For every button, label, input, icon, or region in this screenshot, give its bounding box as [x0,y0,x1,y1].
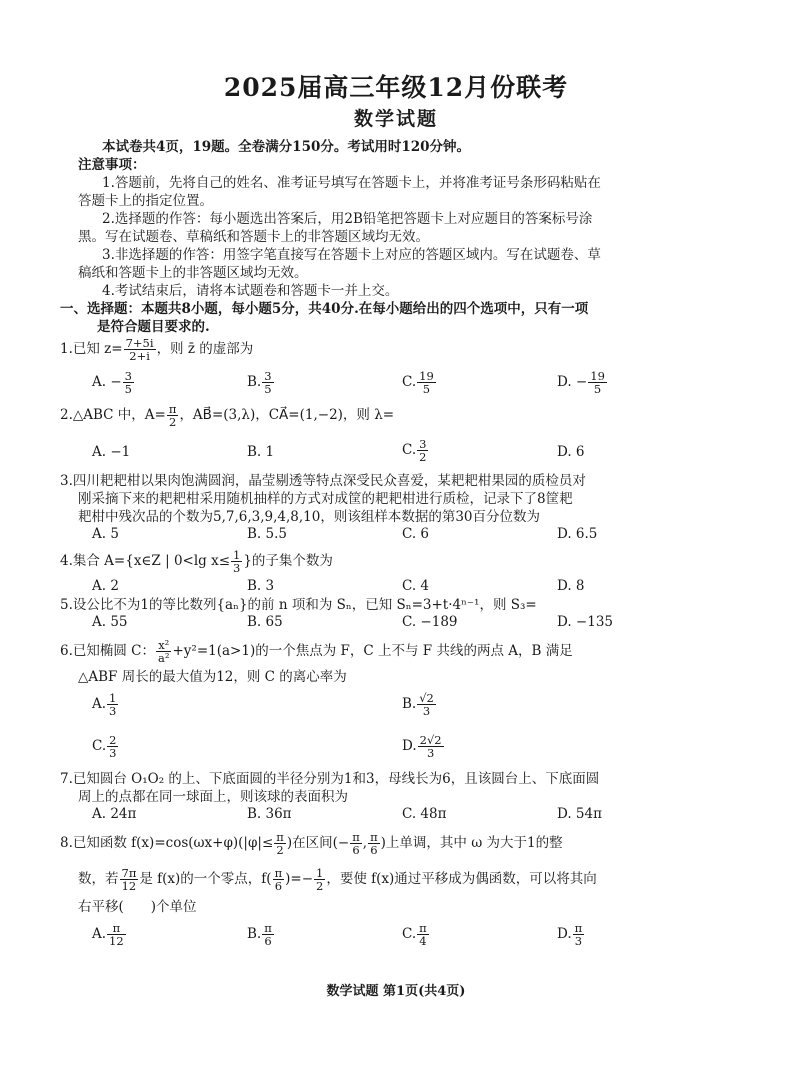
question-3-line: 耙柑中残次品的个数为5,7,6,3,9,4,8,10，则该组样本数据的第30百分位数为 [78,509,541,525]
section-heading: 一、选择题：本题共8小题，每小题5分，共40分.在每小题给出的四个选项中，只有一项 [60,301,589,317]
option-c: C. $\frac{19}{5}$ [402,369,434,396]
option-d: D. −135 [557,614,614,630]
question-7-options [92,806,732,830]
question-5: 5.设公比不为1的等比数列{aₙ}的前 n 项和为 Sₙ，已知 Sₙ=3+t·4ⁿ⁻¹，则 S₃= [60,597,537,613]
option-d: D. $\frac{\pi}{3}$ [557,921,583,948]
option-a: A. 2 [92,578,119,594]
option-d: D. 8 [557,578,585,594]
option-c: C. $\frac{3}{2}$ [402,437,427,464]
option-d: D. 54π [557,806,602,822]
note-line: 2.选择题的作答：每小题选出答案后，用2B铅笔把答题卡上对应题目的答案标号涂 [102,211,593,227]
option-c: C. 48π [402,806,447,822]
fraction: $\frac{1}{3}$ [233,548,241,575]
question-8-line3: 右平移( )个单位 [78,899,197,915]
question-7-line: 周上的点都在同一球面上，则该球的表面积为 [78,789,348,805]
option-d: D. 6 [557,444,585,460]
question-8-line2: 数，若 $\frac{7\pi}{12}$ 是 f(x)的一个零点，f( $\frac{\pi}{6}$ )=− $\frac{1}{2}$ ，要使 f(x)通过平移成为偶函数，可以将其向 [78,866,597,893]
option-b: B. $\frac{3}{5}$ [247,369,272,396]
option-b: B. 1 [247,444,275,460]
fraction: $\frac{\text{x²}}{\text{a²}}$ [158,638,170,665]
exam-summary: 本试卷共4页，19题。全卷满分150分。考试用时120分钟。 [102,139,471,155]
notice-heading: 注意事项： [78,157,146,173]
option-b: B. 65 [247,614,283,630]
option-b: B. 36π [247,806,292,822]
option-c: C. 6 [402,526,430,542]
question-3-line: 3.四川耙耙柑以果肉饱满圆润，晶莹剔透等特点深受民众喜爱，某耙耙柑果园的质检员对 [60,473,586,489]
question-2-options [92,438,732,462]
option-c: C. $\frac{2}{3}$ [92,733,117,760]
note-line: 稿纸和答题卡上的非答题区域均无效。 [78,265,308,281]
option-a: A. $\frac{\pi}{12}$ [92,921,124,948]
option-d: D. 6.5 [557,526,598,542]
option-a: A. 24π [92,806,137,822]
note-line: 黑。写在试题卷、草稿纸和答题卡上的非答题区域均无效。 [78,229,429,245]
option-c: C. −189 [402,614,458,630]
option-c: C. $\frac{\pi}{4}$ [402,921,427,948]
question-2: 2.△ABC 中，A= $\frac{\pi}{2}$ ，AB⃗=(3,λ)，CA⃗=(1,−2)，则 λ= [60,402,395,429]
page-footer: 数学试题 第1页(共4页) [326,984,466,999]
section-heading-cont: 是符合题目要求的. [97,319,210,335]
note-line: 答题卡上的指定位置。 [78,193,213,209]
note-line: 4.考试结束后，请将本试题卷和答题卡一并上交。 [102,283,399,299]
question-8-line1: 8.已知函数 f(x)=cos(ωx+φ)(|φ|≤ $\frac{\pi}{2}$ )在区间(− $\frac{\pi}{6}$ , $\frac{\pi}{6}$ )上单调，其中 ω 为大于1的整 [60,830,563,857]
question-1-options [92,370,732,394]
option-a: A. 5 [92,526,119,542]
option-b: B. 3 [247,578,275,594]
question-4: 4.集合 A={x∈Z | 0<lg x≤ $\frac{1}{3}$ }的子集个数为 [60,548,333,575]
note-line: 1.答题前，先将自己的姓名、准考证号填写在答题卡上，并将准考证号条形码粘贴在 [102,175,601,191]
option-a: A. − $\frac{3}{5}$ [92,369,132,396]
exam-title: 2025届高三年级12月份联考 [223,73,569,102]
question-1: 1.已知 z= $\frac{7+5i}{2+i}$ ，则 z̄ 的虚部为 [60,336,254,363]
option-b: B. 5.5 [247,526,287,542]
note-line: 3.非选择题的作答：用签字笔直接写在答题卡上对应的答题区域内。写在试题卷、草 [102,247,601,263]
question-8-options [92,922,732,946]
option-d: D. − $\frac{19}{5}$ [557,369,605,396]
option-a: A. $\frac{1}{3}$ [92,691,117,718]
question-5-options [92,614,732,638]
question-6-line2: △ABF 周长的最大值为12，则 C 的离心率为 [78,669,347,685]
option-a: A. 55 [92,614,128,630]
question-3-line: 刚采摘下来的耙耙柑采用随机抽样的方式对成筐的耙耙柑进行质检，记录下了8筐耙 [78,491,573,507]
exam-subtitle: 数学试题 [353,108,438,130]
option-c: C. 4 [402,578,430,594]
option-d: D. $\frac{2√2}{3}$ [402,733,442,760]
fraction: $\frac{\pi}{2}$ [168,402,177,429]
question-7-line: 7.已知圆台 O₁O₂ 的上、下底面圆的半径分别为1和3，母线长为6，且该圆台上、下底面圆 [60,771,600,787]
question-6-options-row2 [92,734,732,758]
question-6-options-row1 [92,692,732,716]
option-b: B. $\frac{\pi}{6}$ [247,921,272,948]
option-a: A. −1 [92,444,131,460]
fraction: $\frac{7+5i}{2+i}$ [125,336,154,363]
option-b: B. $\frac{√2}{3}$ [402,691,434,718]
question-6: 6.已知椭圆 C： $\frac{\text{x²}}{\text{a²}}$ +y²=1(a>1)的一个焦点为 F，C 上不与 F 共线的两点 A，B 满足 [60,638,573,665]
